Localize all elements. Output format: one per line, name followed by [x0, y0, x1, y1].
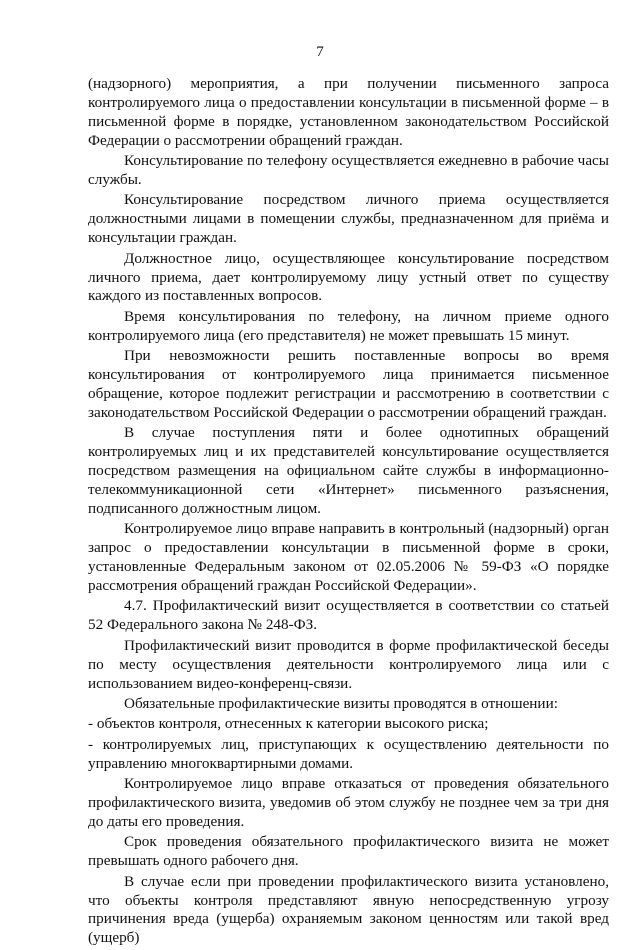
paragraph: Контролируемое лицо вправе отказаться от проведения обязательного профилактического визита, уведомив об этом службу не позднее чем за три дня до даты его проведения.	[88, 775, 609, 830]
paragraph: Консультирование посредством личного приема осуществляется должностными лицами в помещении службы, предназначенном для приёма и консультации граждан.	[88, 191, 609, 247]
page-number: 7	[316, 44, 324, 60]
paragraph: Контролируемое лицо вправе направить в контрольный (надзорный) орган запрос о предоставлении консультации в письменной форме в сроки, установленные Федеральным законом от 02.05.2006 № 59-ФЗ «О порядке рассмотрения обращений граждан Российской Федерации».	[88, 520, 609, 595]
paragraph: Срок проведения обязательного профилактического визита не может превышать одного рабочего дня.	[88, 833, 609, 870]
paragraph: В случае поступления пяти и более однотипных обращений контролируемых лиц и их представителей консультирование осуществляется посредством размещения на официальном сайте службы в информационно-телекоммуникационной сети «Интернет» письменного разъяснения, подписанного должностным лицом.	[88, 424, 609, 517]
section-paragraph: 4.7. Профилактический визит осуществляется в соответствии со статьей 52 Федерального закона № 248-ФЗ.	[88, 597, 609, 634]
paragraph: (надзорного) мероприятия, а при получении письменного запроса контролируемого лица о предоставлении консультации в письменной форме – в письменной форме в порядке, установленном законодательством Российской Федерации о рассмотрении обращений граждан.	[88, 75, 609, 149]
document-body	[88, 75, 609, 950]
paragraph: Обязательные профилактические визиты проводятся в отношении:	[124, 695, 558, 712]
paragraph: При невозможности решить поставленные вопросы во время консультирования от контролируемого лица принимается письменное обращение, которое подлежит регистрации и рассмотрению в соответствии с законодательством Российской Федерации о рассмотрении обращений граждан.	[88, 347, 609, 421]
list-item: - контролируемых лиц, приступающих к осуществлению деятельности по управлению многоквартирными домами.	[88, 735, 609, 772]
list-item: - объектов контроля, отнесенных к категории высокого риска;	[88, 715, 489, 733]
paragraph: Время консультирования по телефону, на личном приеме одного контролируемого лица (его представителя) не может превышать 15 минут.	[88, 307, 609, 344]
paragraph: Профилактический визит проводится в форме профилактической беседы по месту осуществления деятельности контролируемого лица или с использованием видео-конференц-связи.	[88, 636, 609, 692]
paragraph: В случае если при проведении профилактического визита установлено, что объекты контроля представляют явную непосредственную угрозу причинения вреда (ущерба) охраняемым законом ценностям или такой вред (ущерб)	[88, 872, 609, 947]
paragraph: Должностное лицо, осуществляющее консультирование посредством личного приема, дает контролируемому лицу устный ответ по существу каждого из поставленных вопросов.	[88, 249, 609, 305]
paragraph: Консультирование по телефону осуществляется ежедневно в рабочие часы службы.	[88, 152, 609, 189]
